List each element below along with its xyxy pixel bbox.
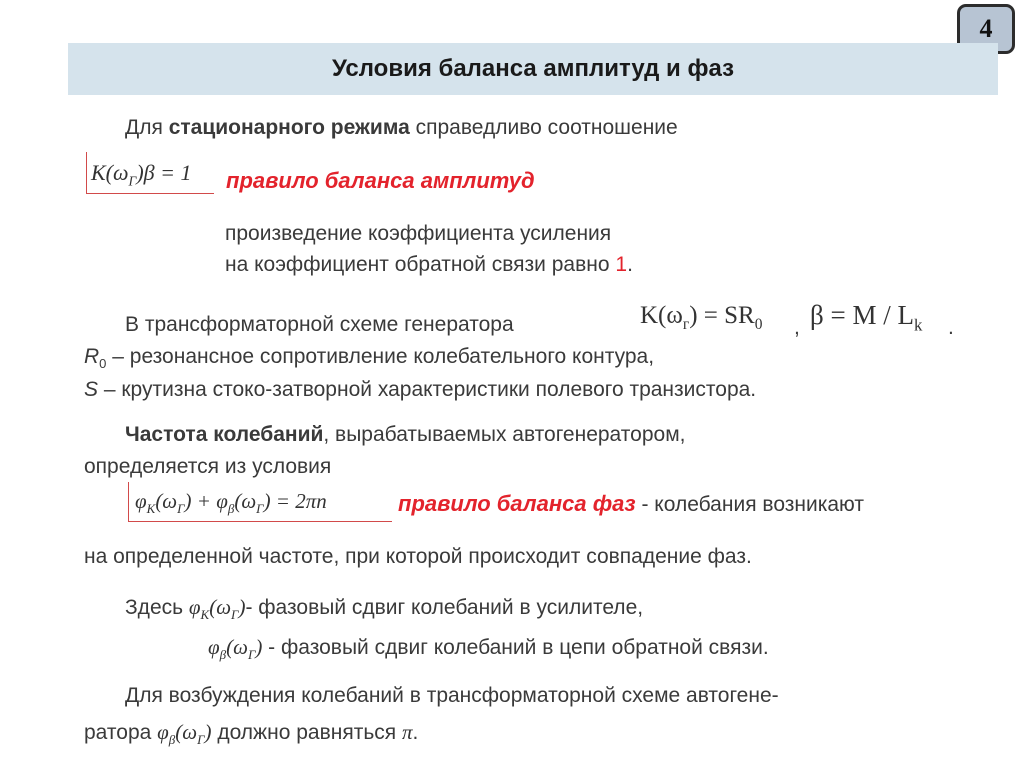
excite-mid: должно равняться [211,721,402,744]
amp-desc-prefix: на коэффициент обратной связи равно [225,253,616,276]
formula-amplitude [86,152,214,194]
r0-symbol: R [84,345,100,368]
excite-value: π [401,720,413,744]
here-sym1-close: ) [238,595,246,619]
here-sym2-arg: (ω [226,635,248,659]
freq-line-1 [125,423,685,447]
formula-amp-end: )β = 1 [136,160,192,185]
here-sym1-arg: (ω [209,595,232,619]
r0-line [84,345,654,371]
title-bar [68,43,998,95]
amp-desc-value: 1 [615,253,628,276]
formula-amp-text: K(ω [91,160,129,185]
here-sym1-sub: K [200,607,210,623]
here-sym2-g: Г [247,647,256,663]
excite-sym-g: Г [197,732,205,748]
here-line-2 [208,635,769,663]
excite-end: . [412,721,419,744]
fp-b: β [227,501,235,517]
excite-line-2 [84,720,418,748]
phase-after: - колебания возникают [635,493,864,516]
here-sym1-g: Г [231,607,239,623]
page-title: Условия баланса амплитуд и фаз [331,55,735,82]
formula-beta-sub: k [913,315,923,335]
rule-phase: правило баланса фаз [398,491,636,516]
fp-phi: φ [135,489,147,513]
formula-k-sub2: 0 [754,316,763,333]
intro-suffix: справедливо соотношение [409,116,678,139]
formula-k-mid: ) = SR [689,302,755,329]
here-sym1: φ [188,595,201,619]
formula-dot: . [948,316,954,339]
formula-beta-text: β = M / L [810,300,914,330]
formula-beta [810,300,922,335]
formula-amp-sub: Г [128,173,137,189]
here-sym2-close: ) [255,635,263,659]
fp-om2: (ω [234,489,257,513]
freq-bold: Частота колебаний [125,423,324,446]
freq-text: , вырабатываемых автогенератором, [323,423,686,446]
intro-line [125,116,678,140]
intro-bold: стационарного режима [168,116,410,139]
r0-sub: 0 [99,356,107,372]
page-number-badge: 4 [957,4,1015,54]
s-text: – крутизна стоко-затворной характеристики полевого транзистора. [98,378,757,401]
formula-k [640,302,762,334]
excite-sym-close: ) [204,720,212,744]
excite-sym-arg: (ω [175,720,198,744]
phase-line-2: на определенной частоте, при которой происходит совпадение фаз. [84,545,752,568]
excite-sym-sub: β [168,732,176,748]
fp-g: Г [177,501,185,517]
fp-plus: ) + φ [184,489,228,513]
excite-sym: φ [157,720,169,744]
fp-om: (ω [155,489,178,513]
here-word: Здесь [125,596,189,619]
amp-description-1: произведение коэффициента усиления [225,222,612,245]
fp-g2: Г [256,501,264,517]
here-sym2-sub: β [219,647,227,663]
phase-rule-line [398,491,864,517]
s-symbol: S [84,378,99,401]
intro-prefix: Для [125,116,169,139]
excite-prefix: ратора [84,721,158,744]
formula-k-text: K(ω [640,302,683,329]
formula-phase [128,482,392,522]
formula-k-sub: г [682,316,690,333]
amp-description-2 [225,253,633,277]
formula-comma: , [794,316,800,339]
here-text1: - фазовый сдвиг колебаний в усилителе, [245,596,644,619]
s-line [84,378,756,402]
amp-desc-suffix: . [627,253,633,276]
excite-line-1: Для возбуждения колебаний в трансформаторной схеме автогене- [125,684,779,707]
rule-amplitude: правило баланса амплитуд [226,168,535,193]
here-sym2: φ [208,635,220,659]
transformer-text: В трансформаторной схеме генератора [125,313,514,336]
here-text2: - фазовый сдвиг колебаний в цепи обратной связи. [262,636,769,659]
freq-line-2: определяется из условия [84,455,332,478]
here-line-1 [125,595,643,623]
r0-text: – резонансное сопротивление колебательного контура, [106,345,655,368]
fp-end: ) = 2πn [263,489,327,513]
fp-k: K [146,501,156,517]
